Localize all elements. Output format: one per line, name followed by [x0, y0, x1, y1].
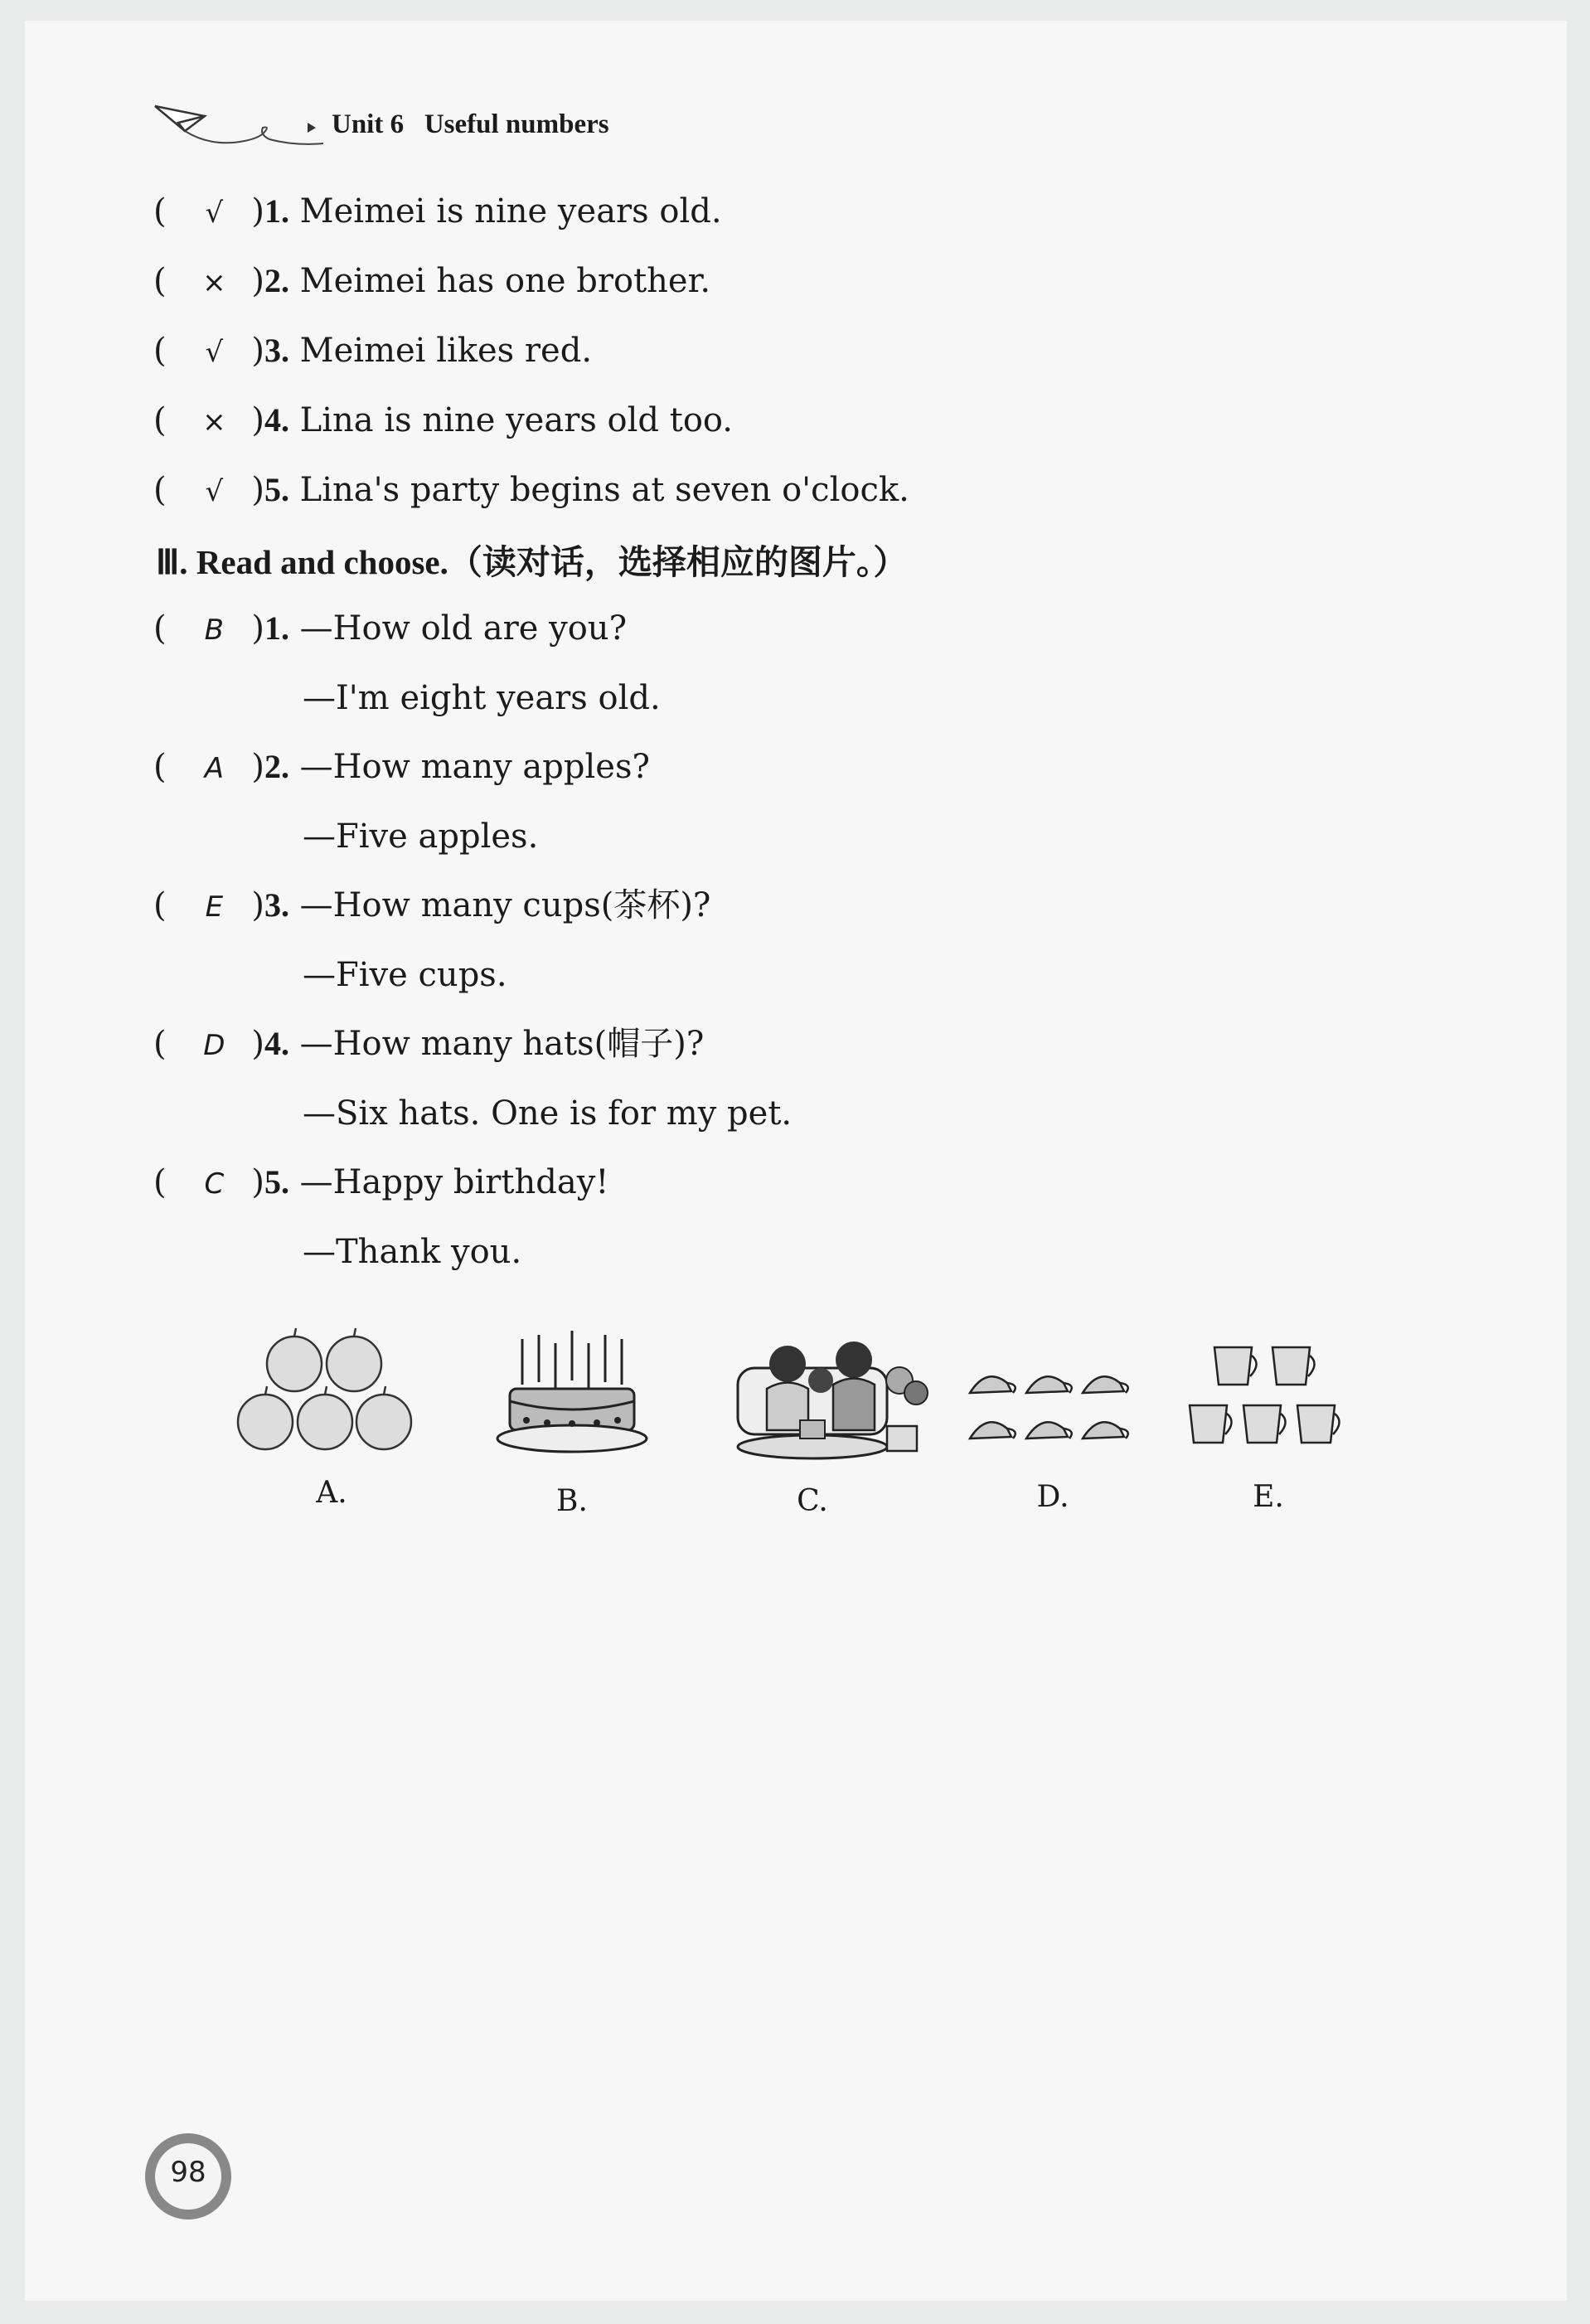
answer-letter: E [205, 890, 224, 924]
hats-icon [962, 1360, 1144, 1451]
answer-mark: √ [205, 475, 224, 508]
picture-options [224, 1314, 1401, 1530]
page-header [153, 98, 734, 164]
choose-reply-1: —I'm eight years old. [303, 679, 661, 717]
header-title: Unit 6 Useful numbers [332, 109, 609, 139]
section-title: Ⅲ. Read and choose.（读对话，选择相应的图片。） [156, 543, 908, 581]
tf-item-4: ( × )4. Lina is nine years old too. [153, 400, 733, 443]
tf-item-2: ( × )2. Meimei has one brother. [153, 260, 710, 303]
answer-mark: × [202, 266, 226, 299]
tf-item-3: ( √ )3. Meimei likes red. [153, 330, 592, 373]
choose-reply-4: —Six hats. One is for my pet. [303, 1094, 793, 1133]
triangle-marker-icon [307, 122, 317, 133]
page-number: 98 [170, 2156, 206, 2189]
birthday-cake-icon [493, 1322, 651, 1463]
picture-label: B. [556, 1484, 588, 1518]
choose-reply-2: —Five apples. [303, 818, 539, 856]
choose-item-4: ( D )4. —How many hats(帽子)? [153, 1023, 704, 1066]
picture-label: C. [797, 1484, 828, 1518]
choose-reply-5: —Thank you. [303, 1233, 522, 1271]
answer-letter: D [203, 1029, 225, 1062]
choose-item-1: ( B )1. —How old are you? [153, 608, 627, 651]
page-number-badge [143, 2131, 234, 2222]
cups-icon [1185, 1339, 1351, 1463]
picture-label: D. [1036, 1480, 1069, 1514]
answer-letter: B [204, 614, 224, 647]
choose-item-2: ( A )2. —How many apples? [153, 746, 650, 789]
answer-letter: A [204, 752, 224, 785]
tf-item-1: ( √ )1. Meimei is nine years old. [153, 191, 722, 234]
choose-item-5: ( C )5. —Happy birthday! [153, 1162, 608, 1205]
choose-item-3: ( E )3. —How many cups(茶杯)? [153, 885, 710, 928]
picture-label: E. [1253, 1480, 1284, 1514]
family-party-icon [721, 1322, 928, 1463]
choose-reply-3: —Five cups. [303, 956, 507, 994]
apples-icon [236, 1327, 427, 1459]
paper-plane-icon [153, 98, 327, 156]
tf-item-5: ( √ )5. Lina's party begins at seven o'clock. [153, 469, 909, 512]
answer-mark: √ [205, 196, 224, 230]
picture-label: A. [316, 1476, 347, 1510]
answer-mark: √ [205, 336, 224, 369]
answer-mark: × [202, 405, 226, 439]
answer-letter: C [204, 1167, 225, 1201]
